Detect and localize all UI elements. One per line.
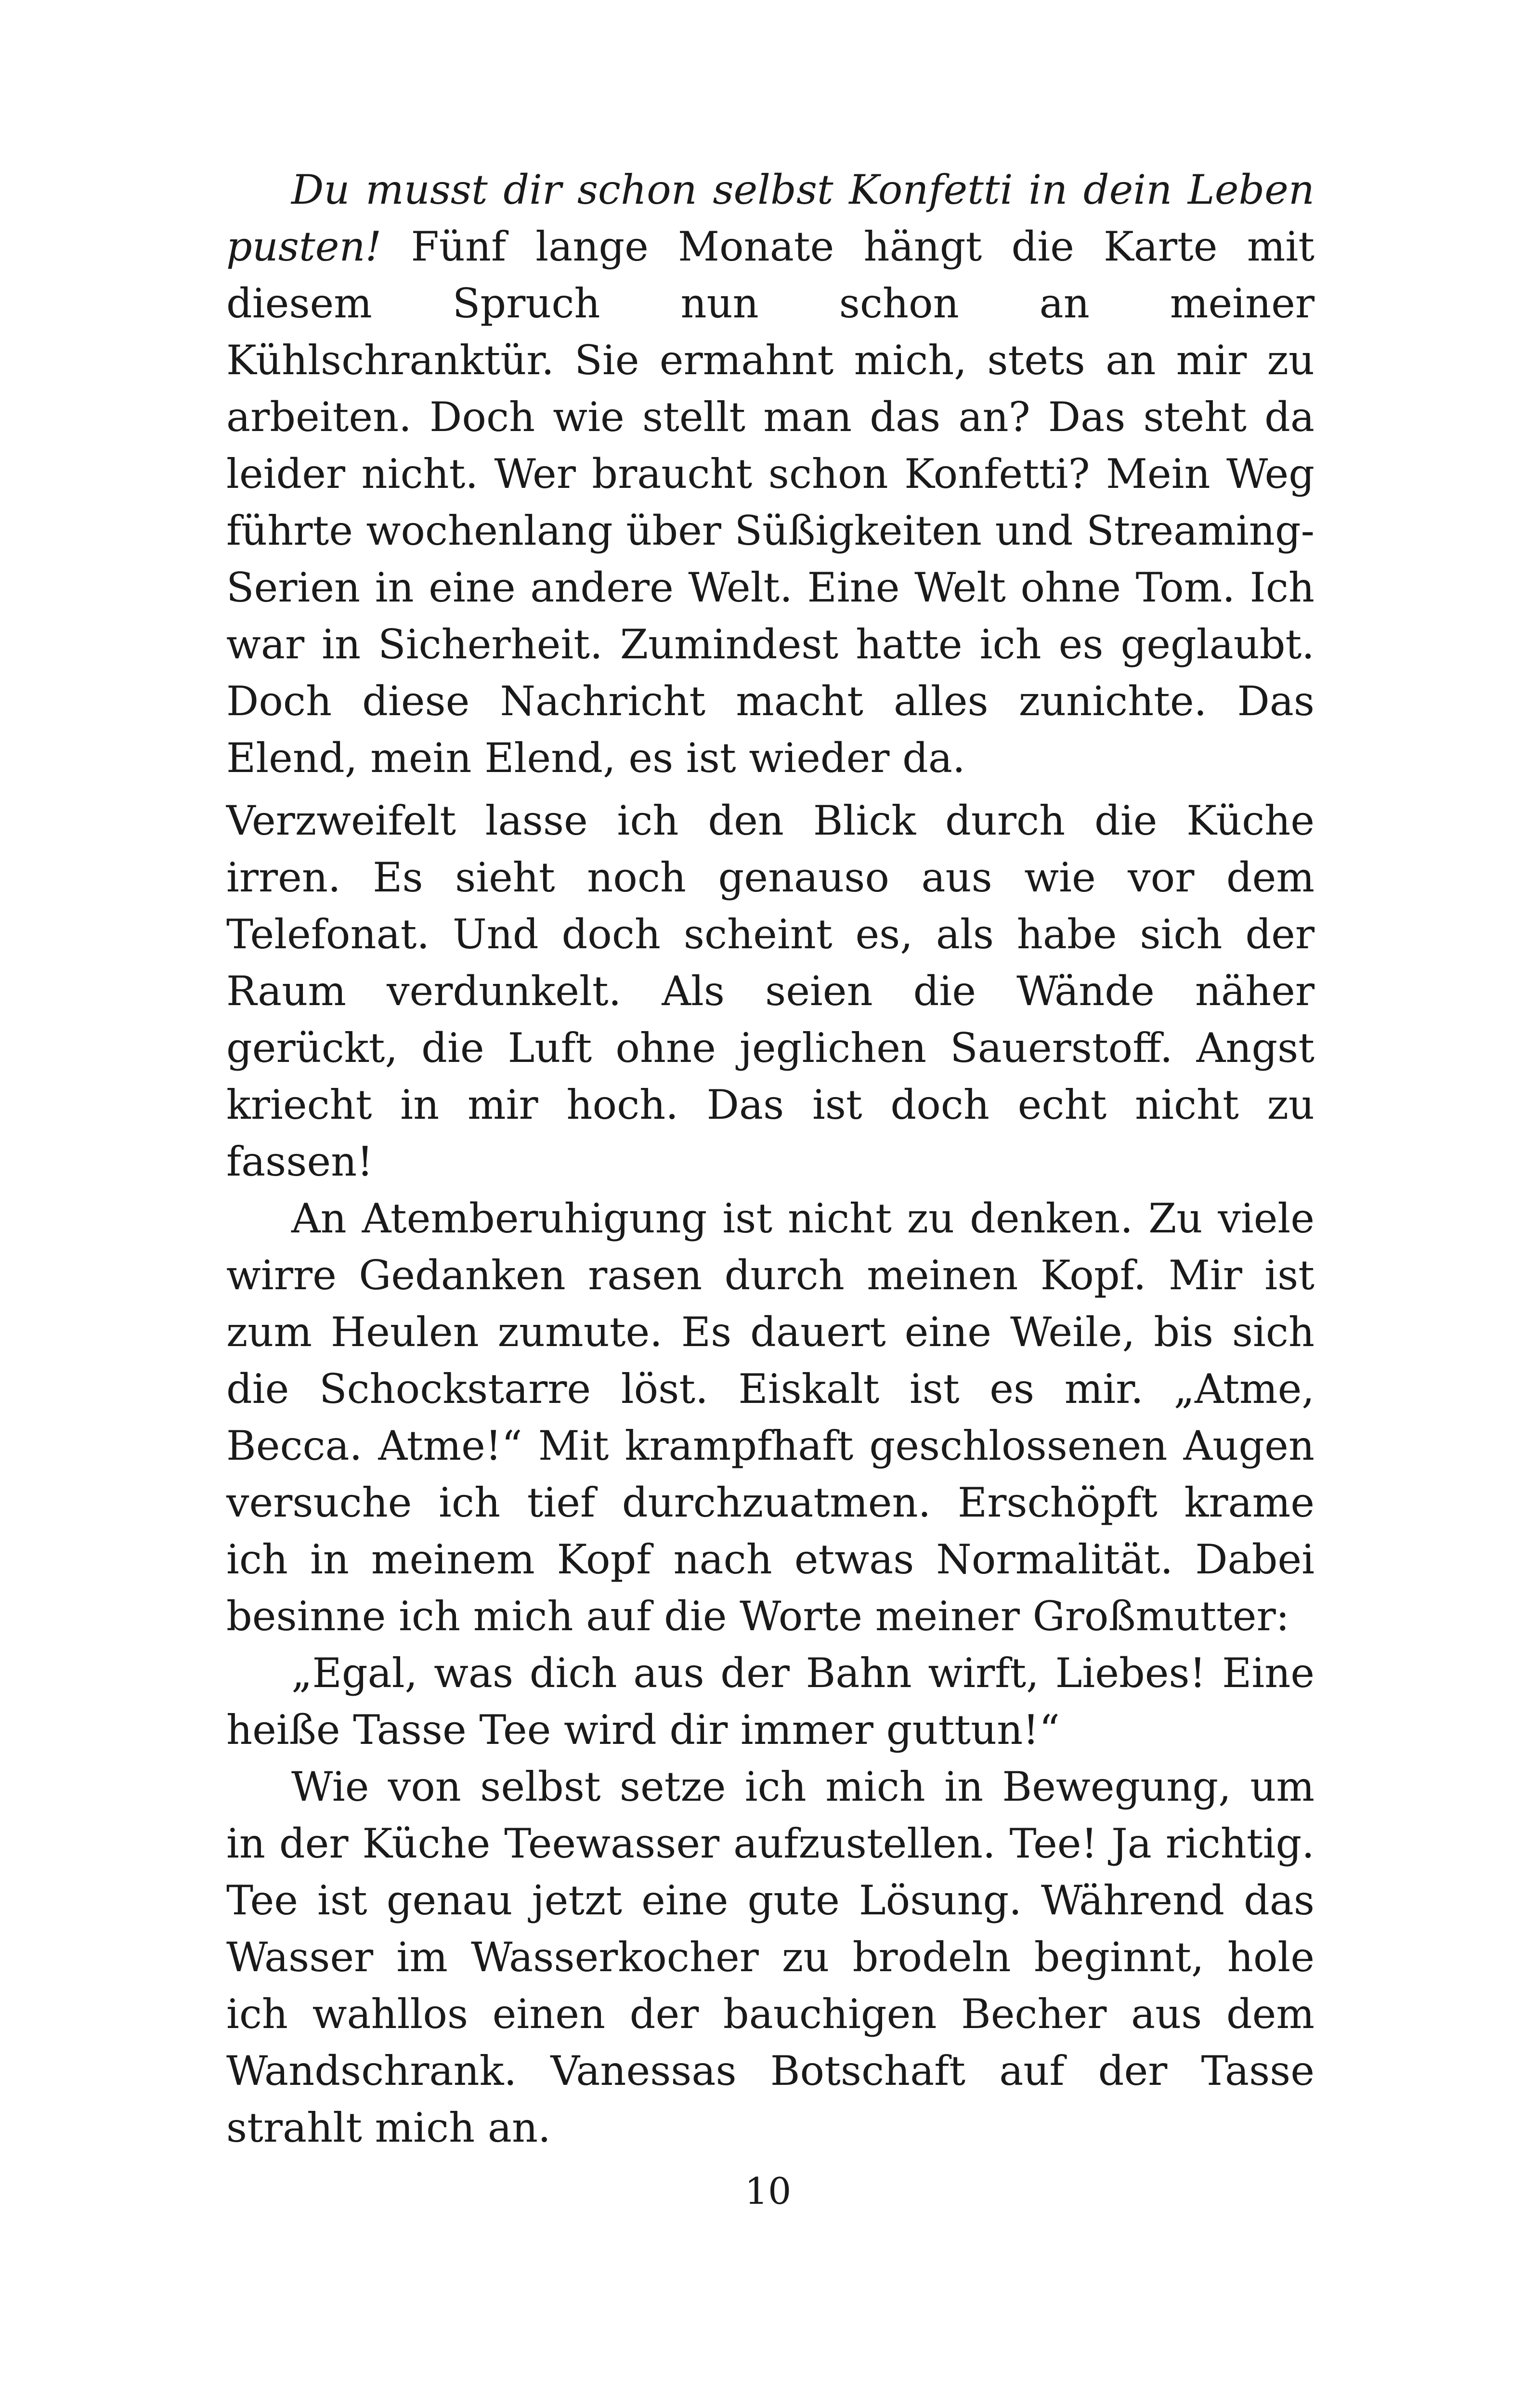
paragraph: Verzweifelt lasse ich den Blick durch die Küche irren. Es sieht noch genauso aus wie vor dem Telefonat. Und doch scheint es, als habe sich der Raum verdunkelt. Als seien die Wände näher gerückt, die Luft ohne jeglichen Sauerstoff. Angst kriecht in mir hoch. Das ist doch echt nicht zu fassen! (226, 797, 1315, 1185)
paragraph (226, 161, 1315, 786)
paragraph-text: Fünf lange Monate hängt die Karte mit diesem Spruch nun schon an meiner Kühlschranktür. Sie ermahnt mich, stets an mir zu arbeiten. Doch wie stellt man das an? Das steht da leider nicht. Wer braucht schon Konfetti? Mein Weg führte wochenlang über Süßigkeiten und Streaming-Serien in eine andere Welt. Eine Welt ohne Tom. Ich war in Sicherheit. Zumindest hatte ich es geglaubt. Doch diese Nachricht macht alles zunichte. Das Elend, mein Elend, es ist wieder da. (226, 223, 1315, 782)
paragraph: An Atemberuhigung ist nicht zu denken. Zu viele wirre Gedanken rasen durch meinen Kopf. Mir ist zum Heulen zumute. Es dauert eine Weile, bis sich die Schockstarre löst. Eiskalt ist es mir. „Atme, Becca. Atme!“ Mit krampfhaft geschlossenen Augen versuche ich tief durchzuatmen. Erschöpft krame ich in meinem Kopf nach etwas Normalität. Dabei besinne ich mich auf die Worte meiner Großmutter: (226, 1195, 1315, 1640)
paragraph: Wie von selbst setze ich mich in Bewegung, um in der Küche Teewasser aufzustellen. Tee! Ja richtig. Tee ist genau jetzt eine gute Lösung. Während das Wasser im Wasserkocher zu brodeln beginnt, hole ich wahllos einen der bauchigen Becher aus dem Wandschrank. Vanessas Botschaft auf der Tasse strahlt mich an. (226, 1763, 1315, 2151)
text-section-two (226, 792, 1315, 2156)
epigraph-quote: Du musst dir schon selbst Konfetti in dein Leben pusten! (226, 166, 1315, 270)
page-number: 10 (744, 2170, 792, 2212)
paragraph: „Egal, was dich aus der Bahn wirft, Liebes! Eine heiße Tasse Tee wird dir immer guttun!“ (226, 1649, 1315, 1754)
text-section-one (226, 161, 1315, 786)
